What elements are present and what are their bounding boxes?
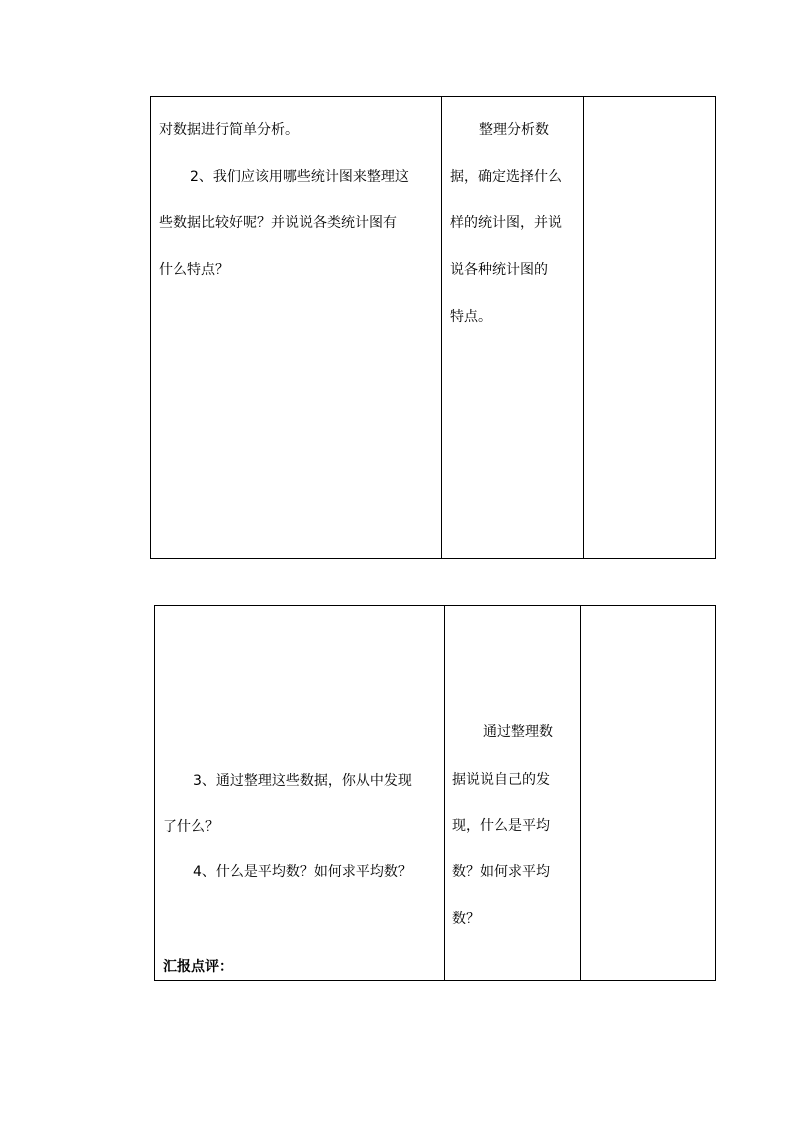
column-divider [580, 606, 581, 980]
text-line: 通过整理数 [483, 724, 553, 740]
lesson-table-2 [154, 605, 716, 981]
text-line: 什么特点？ [159, 262, 229, 278]
text-line: 特点。 [450, 309, 492, 325]
text-line: 说各种统计图的 [450, 262, 548, 278]
text-line: 汇报点评： [163, 959, 233, 975]
column-divider [583, 97, 584, 558]
column-divider [441, 97, 442, 558]
text-line: 数？如何求平均 [452, 864, 550, 880]
text-line: 据说说自己的发 [452, 772, 550, 788]
text-line: 数？ [452, 911, 480, 927]
text-line: 了什么？ [163, 819, 219, 835]
text-line: 样的统计图，并说 [450, 215, 562, 231]
text-line: 据，确定选择什么 [450, 169, 562, 185]
text-line: 3、通过整理这些数据，你从中发现 [193, 773, 412, 789]
text-line: 些数据比较好呢？并说说各类统计图有 [159, 215, 397, 231]
text-line: 对数据进行简单分析。 [159, 122, 299, 138]
lesson-table-1 [150, 96, 716, 559]
text-line: 4、什么是平均数？如何求平均数？ [193, 864, 412, 880]
text-line: 现，什么是平均 [452, 818, 550, 834]
text-line: 整理分析数 [479, 122, 549, 138]
text-line: 2、我们应该用哪些统计图来整理这 [190, 169, 409, 185]
column-divider [444, 606, 445, 980]
